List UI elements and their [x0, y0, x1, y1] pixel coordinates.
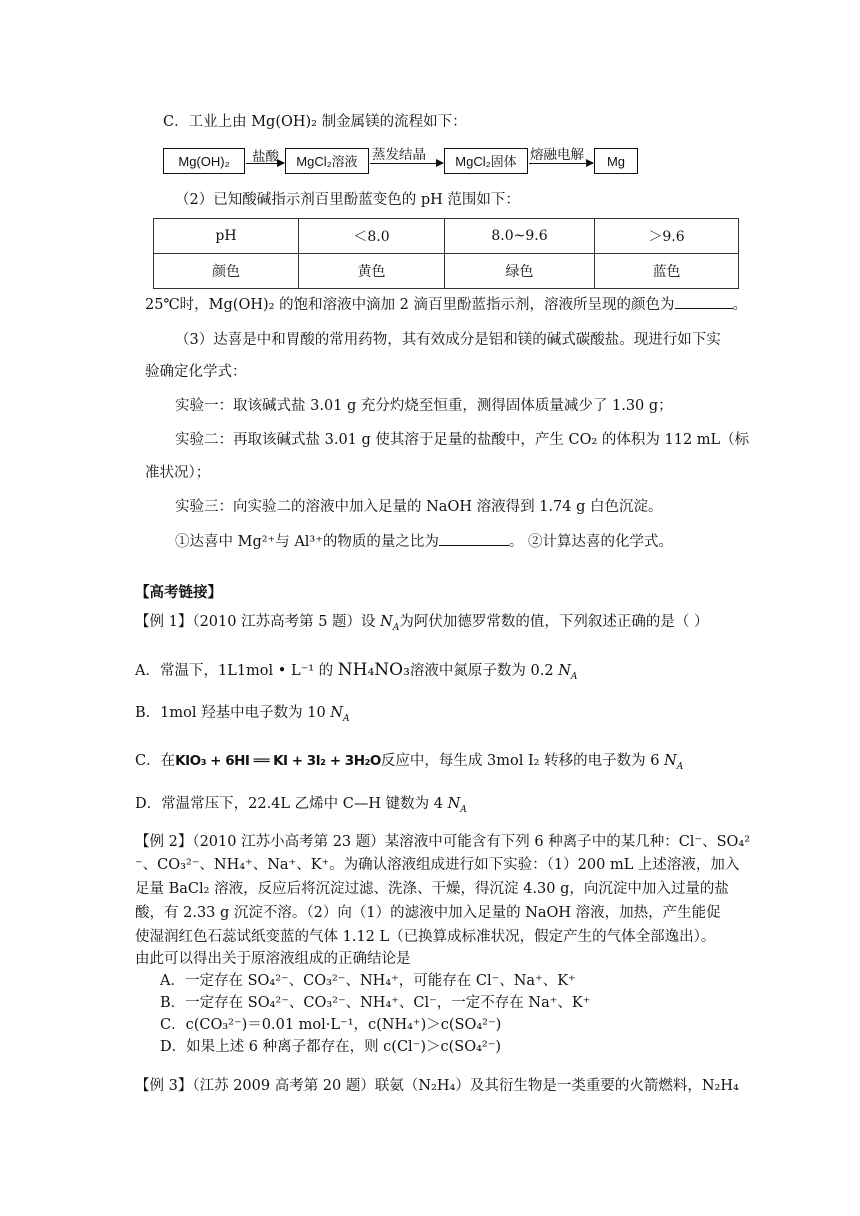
na-symbol: N [330, 705, 343, 721]
ex1-option-b [135, 703, 349, 723]
flow-box-4: Mg [594, 148, 638, 174]
answer-blank [439, 531, 509, 546]
q3-exp-3: 实验三：向实验二的溶液中加入足量的 NaOH 溶液得到 1.74 g 白色沉淀。 [175, 499, 663, 515]
table-cell: ＜8.0 [299, 219, 445, 254]
q3-exp-1: 实验一：取该碱式盐 3.01 g 充分灼烧至恒重，测得固体质量减少了 1.30 g； [175, 398, 673, 414]
q2-question-end: 。 [732, 297, 748, 313]
q3-ask [175, 531, 673, 552]
ex2-option-a: A．一定存在 SO₄²⁻、CO₃²⁻、NH₄⁺，可能存在 Cl⁻、Na⁺、K⁺ [160, 973, 576, 989]
na-symbol: N [447, 796, 461, 812]
ex1-opt-c-equation: KIO₃ + 6HI ══ KI + 3I₂ + 3H₂O [175, 753, 381, 769]
q3-line-2: 验确定化学式： [145, 364, 247, 380]
ex2-line-1: 【例 2】（2010 江苏小高考第 23 题）某溶液中可能含有下列 6 种离子中的某几种：Cl⁻、SO₄² [135, 834, 751, 850]
flow-arrow-label-3: 熔融电解 [530, 147, 584, 163]
ex2-option-c: C．c(CO₃²⁻)＝0.01 mol·L⁻¹，c(NH₄⁺)＞c(SO₄²⁻) [160, 1017, 502, 1033]
ex1-stem-pre: 【例 1】（2010 江苏高考第 5 题）设 [135, 614, 376, 630]
q3-ask-2: 。 ②计算达喜的化学式。 [508, 534, 673, 550]
ex2-option-b: B．一定存在 SO₄²⁻、CO₃²⁻、NH₄⁺、Cl⁻，一定不存在 Na⁺、K⁺ [160, 995, 591, 1011]
q3-exp-2a: 实验二：再取该碱式盐 3.01 g 使其溶于足量的盐酸中，产生 CO₂ 的体积为 112 mL（标 [175, 432, 750, 448]
example-1-stem [135, 612, 708, 632]
ex2-line-5: 使湿润红色石蕊试纸变蓝的气体 1.12 L（已换算成标准状况，假定产生的气体全部逸出）。 [135, 929, 716, 945]
flow-box-2: MgCl₂溶液 [285, 148, 369, 174]
flow-arrow-1 [246, 163, 284, 164]
ex2-line-2: ⁻、CO₃²⁻、NH₄⁺、Na⁺、K⁺。为确认溶液组成进行如下实验：（1）200 mL 上述溶液，加入 [135, 857, 740, 873]
ex1-opt-b-pre: B．1mol 羟基中电子数为 10 [135, 705, 326, 721]
ex2-line-4: 酸，有 2.33 g 沉淀不溶。（2）向（1）的滤液中加入足量的 NaOH 溶液，加热，产生能促 [135, 905, 721, 921]
ph-table [153, 218, 739, 289]
part-c-intro: C．工业上由 Mg(OH)₂ 制金属镁的流程如下： [163, 114, 467, 130]
ex1-opt-c-pre: C．在 [135, 753, 176, 769]
flow-arrow-label-2: 蒸发结晶 [372, 147, 426, 163]
ex1-opt-c-mid: 反应中，每生成 3mol I₂ 转移的电子数为 6 [380, 753, 660, 769]
q3-line-1: （3）达喜是中和胃酸的常用药物，其有效成分是铝和镁的碱式碳酸盐。现进行如下实 [175, 332, 721, 348]
q3-exp-2b: 准状况）； [145, 465, 211, 481]
ex3-line-1: 【例 3】（江苏 2009 高考第 20 题）联氨（N₂H₄）及其衍生物是一类重要的火箭燃料，N₂H₄ [135, 1078, 739, 1094]
ex2-option-d: D．如果上述 6 种离子都存在，则 c(Cl⁻)＞c(SO₄²⁻) [160, 1039, 502, 1055]
na-subscript: A [676, 761, 684, 772]
table-cell: 绿色 [445, 254, 595, 289]
na-subscript: A [570, 671, 578, 682]
ex2-line-6: 由此可以得出关于原溶液组成的正确结论是 [135, 951, 411, 967]
ex2-line-3: 足量 BaCl₂ 溶液，反应后将沉淀过滤、洗涤、干燥，得沉淀 4.30 g，向沉淀中加入过量的盐 [135, 881, 729, 897]
flow-box-1: Mg(OH)₂ [163, 148, 245, 174]
na-symbol: N [664, 753, 677, 769]
ex1-option-c [135, 751, 683, 771]
table-cell: 蓝色 [595, 254, 739, 289]
table-row [154, 219, 739, 254]
ex1-opt-a-formula: NH₄NO₃ [337, 660, 410, 680]
ex1-opt-d-pre: D．常温常压下，22.4L 乙烯中 C—H 键数为 4 [135, 796, 443, 812]
flow-arrow-2 [370, 163, 443, 164]
flow-arrow-label-1: 盐酸 [252, 149, 279, 165]
table-cell: 颜色 [154, 254, 299, 289]
table-cell: ＞9.6 [595, 219, 739, 254]
q2-question-text: 25℃时，Mg(OH)₂ 的饱和溶液中滴加 2 滴百里酚蓝指示剂，溶液所呈现的颜色为 [145, 297, 675, 313]
q3-ask-1: ①达喜中 Mg²⁺与 Al³⁺的物质的量之比为 [175, 534, 439, 550]
ex1-stem-post: 为阿伏加德罗常数的值，下列叙述正确的是（ ） [399, 614, 709, 630]
na-subscript: A [342, 713, 350, 724]
table-cell: pH [154, 219, 299, 254]
flow-arrow-3 [529, 163, 593, 164]
ex1-opt-a-pre: A．常温下，1L1mol • L⁻¹ 的 [135, 663, 334, 679]
table-row [154, 254, 739, 289]
ex1-option-a [135, 660, 577, 681]
answer-blank [675, 294, 733, 309]
na-subscript: A [392, 622, 400, 633]
na-symbol: N [380, 614, 393, 630]
table-cell: 8.0~9.6 [445, 219, 595, 254]
q2-question [145, 294, 747, 315]
section-heading: 【高考链接】 [135, 584, 222, 601]
ex1-option-d [135, 794, 467, 814]
ex1-opt-a-post: 溶液中氮原子数为 0.2 [409, 663, 554, 679]
table-cell: 黄色 [299, 254, 445, 289]
flow-box-3: MgCl₂固体 [444, 148, 528, 174]
q2-intro: （2）已知酸碱指示剂百里酚蓝变色的 pH 范围如下： [175, 192, 520, 208]
na-symbol: N [558, 663, 571, 679]
na-subscript: A [460, 804, 467, 815]
